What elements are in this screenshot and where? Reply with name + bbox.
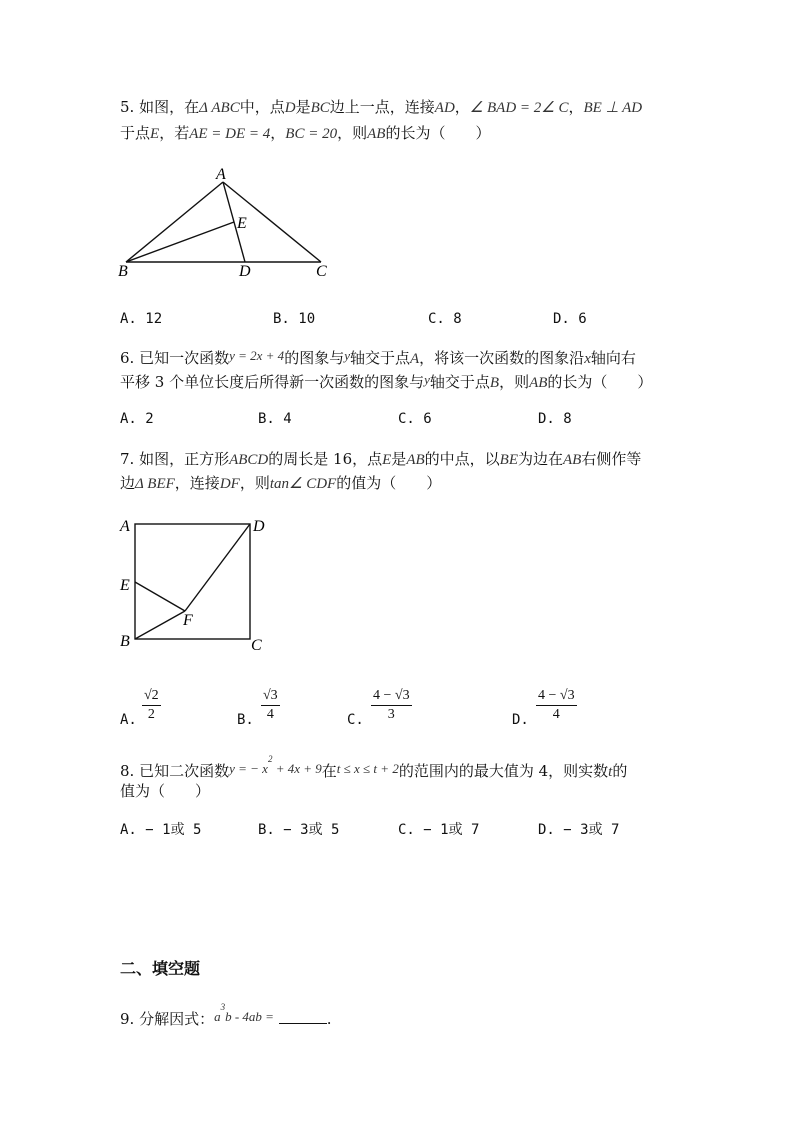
q5-text: 中，点 [239,98,285,116]
q7-text: 边 [120,474,136,492]
q7-line-1 [120,448,641,471]
label-E: E [120,577,130,594]
q5-text: ， [454,98,470,116]
q7-text: ，连接 [174,474,220,492]
q5-math: BC = 20 [285,126,338,142]
q6-text: 平移 3 个单位长度后所得新一次函数的图象与 [120,373,425,391]
option-letter: B. [237,712,254,728]
q6-math: B [489,375,500,391]
label-B: B [118,263,128,280]
q5-text: ，则 [337,124,368,142]
numerator: 4 − √3 [371,688,412,706]
q6-text: 轴向右 [590,349,636,367]
q6-option-b[interactable]: B. 4 [258,411,292,427]
q7-text: ，则 [239,474,270,492]
q8-line-2 [120,780,210,802]
q6-math: AB [529,375,548,391]
q5-option-d[interactable]: D. 6 [553,311,587,327]
q5-math: AB [367,126,386,142]
q9-math: b - 4ab = [225,1009,274,1024]
q5-text: ， [270,124,286,142]
q7-square-figure [112,512,282,657]
q8-text: 8. 已知二次函数 [120,762,230,780]
q8-math: 2 [267,754,273,764]
q8-option-d[interactable]: D. − 3或 7 [538,822,620,838]
q5-math: ∠ BAD = 2∠ C [469,100,569,116]
q6-math: x [584,351,591,367]
q7-math: DF [219,476,240,492]
q6-text: 轴交于点 [349,349,410,367]
q5-math: BC [310,100,330,116]
q5-line-2 [120,122,490,145]
segment-DF [185,524,250,611]
q7-text: 7. 如图，正方形 [120,450,230,468]
denominator: 4 [266,707,274,722]
q8-text: 的范围内的最大值为 4，则实数 [398,762,609,780]
q8-math: t ≤ x ≤ t + 2 [336,761,399,776]
q8-math: t [608,764,613,780]
q9-math: a [214,1009,221,1024]
q5-option-a[interactable]: A. 12 [120,311,163,327]
q5-text: 5. 如图，在 [120,98,200,116]
q7-math: E [382,452,392,468]
q5-math: E [150,126,160,142]
q7-text: 的周长是 16，点 [268,450,383,468]
q5-option-b[interactable]: B. 10 [273,311,316,327]
q8-text: 的 [612,762,628,780]
q8-option-b[interactable]: B. − 3或 5 [258,822,340,838]
q6-text: 的长为（ ） [547,373,653,391]
q7-math: Δ BEF [135,476,175,492]
q8-option-c[interactable]: C. − 1或 7 [398,822,480,838]
q5-text: ， [568,98,584,116]
segment-AB [126,182,223,262]
q6-option-d[interactable]: D. 8 [538,411,572,427]
denominator: 4 [552,707,560,722]
q6-option-c[interactable]: C. 6 [398,411,432,427]
answer-blank[interactable] [279,1009,327,1024]
q5-option-c[interactable]: C. 8 [428,311,462,327]
q6-option-a[interactable]: A. 2 [120,411,154,427]
q6-text: 轴交于点 [429,373,490,391]
label-E: E [237,215,247,232]
fraction [142,688,161,723]
label-A: A [216,166,226,183]
fraction [371,688,412,723]
q5-text: ，若 [159,124,190,142]
label-A: A [120,518,130,535]
segment-BF [135,611,185,639]
q7-line-2 [120,472,441,495]
q7-math: AB [406,452,425,468]
q6-math: A [410,351,420,367]
q7-text: 的值为（ ） [336,474,442,492]
q6-line-2 [120,371,652,394]
q9-text: 9. 分解因式： [120,1010,215,1028]
option-letter: A. [120,712,137,728]
q6-math: y = 2x + 4 [229,348,285,363]
q5-math: Δ ABC [199,100,240,116]
q5-text: 于点 [120,124,151,142]
label-C: C [316,263,327,280]
q9-text: . [326,1010,332,1028]
q7-text: 右侧作等 [581,450,642,468]
denominator: 2 [147,707,155,722]
fraction [261,688,280,723]
q7-text: 是 [391,450,407,468]
q9-math: 3 [220,1002,226,1012]
q7-text: 的中点，以 [424,450,500,468]
q7-math: tan∠ CDF [269,476,337,492]
label-B: B [120,633,130,650]
q5-text: 是 [295,98,311,116]
q5-text: 边上一点，连接 [329,98,435,116]
numerator: √2 [142,688,161,706]
label-F: F [183,612,193,629]
q6-text: ，则 [499,373,530,391]
fraction [536,688,577,723]
label-C: C [251,637,262,654]
segment-BE [126,222,234,262]
q5-text: 的长为（ ） [385,124,491,142]
q7-math: AB [563,452,582,468]
q5-line-1 [120,96,642,119]
q7-text: 为边在 [517,450,563,468]
q5-math: BE ⊥ AD [583,100,643,116]
section-heading: 二、填空题 [120,959,201,978]
q5-math: D [284,100,296,116]
label-D: D [253,518,265,535]
numerator: 4 − √3 [536,688,577,706]
q6-math: y [344,348,350,363]
q5-math: AD [434,100,455,116]
q8-line-1 [120,756,627,783]
q8-option-a[interactable]: A. − 1或 5 [120,822,202,838]
q8-text: 值为（ ） [120,782,211,800]
option-letter: D. [512,712,529,728]
denominator: 3 [387,707,395,722]
numerator: √3 [261,688,280,706]
option-letter: C. [347,712,364,728]
q7-math: ABCD [229,452,269,468]
q5-math: AE = DE = 4 [189,126,271,142]
q6-line-1 [120,347,636,370]
q8-math: + 4x + 9 [272,761,322,776]
q9-line [120,1004,332,1031]
q8-math: y = − x [229,761,268,776]
q6-text: 6. 已知一次函数 [120,349,230,367]
q6-text: ，将该一次函数的图象沿 [419,349,585,367]
q8-text: 在 [321,762,337,780]
q6-text: 的图象与 [284,349,345,367]
segment-EF [135,582,185,611]
q5-triangle-figure [110,165,350,285]
q6-math: y [424,372,430,387]
q7-math: BE [499,452,518,468]
label-D: D [239,263,251,280]
